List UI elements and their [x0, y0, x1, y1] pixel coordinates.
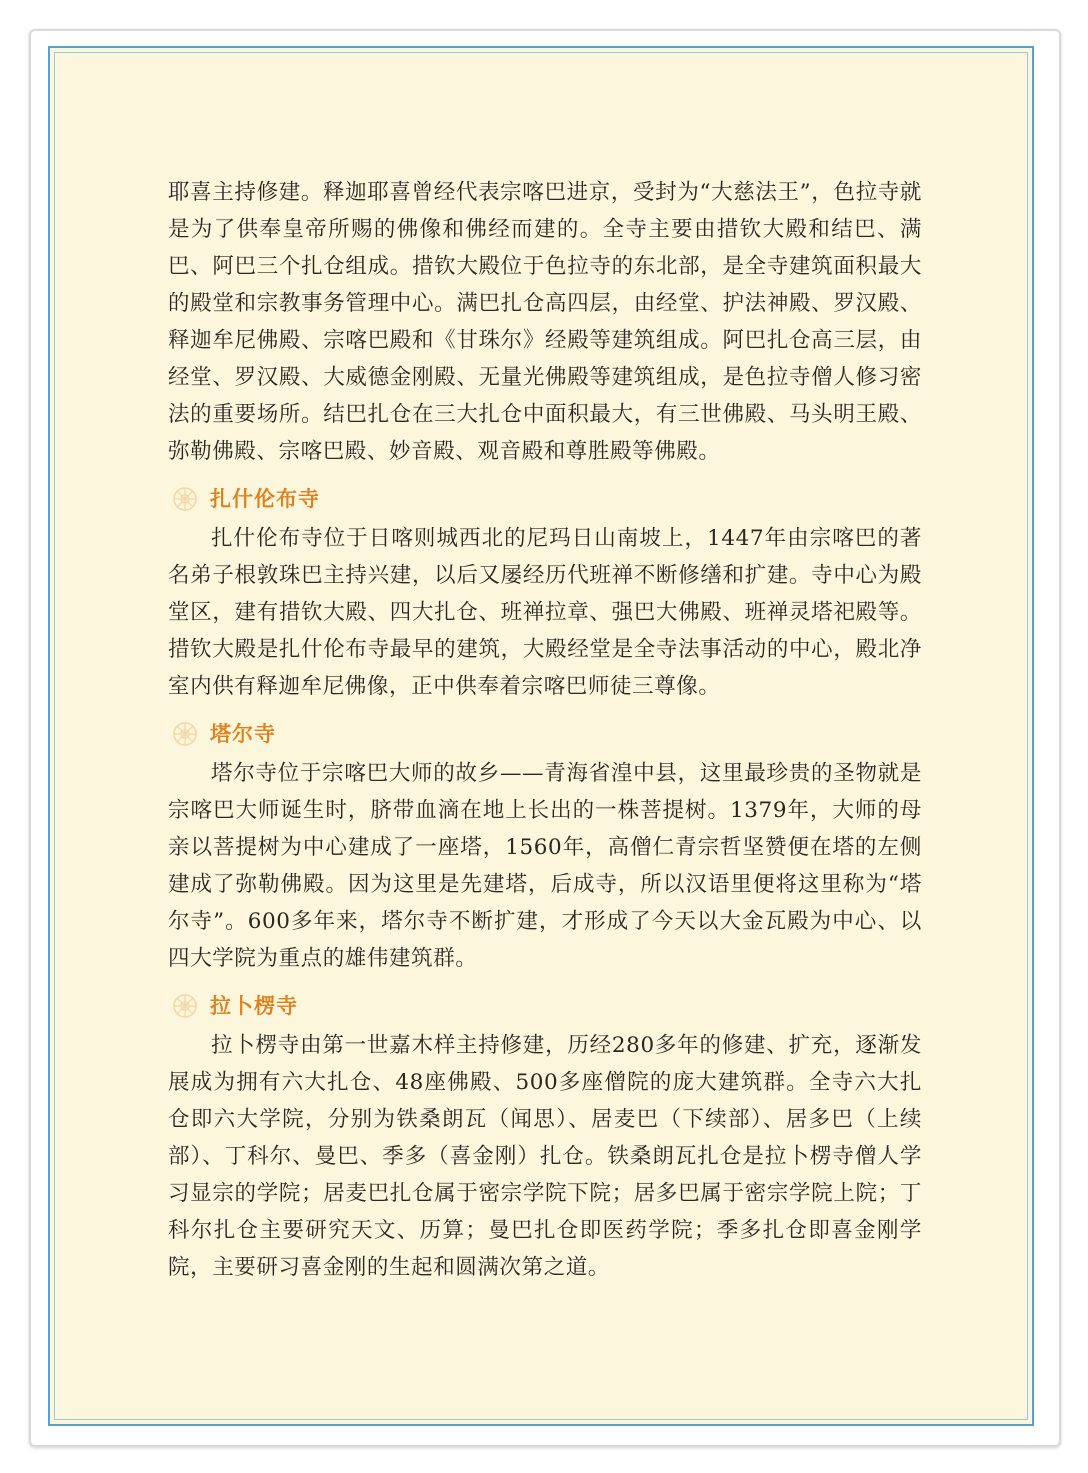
- dharma-wheel-icon: [172, 993, 198, 1019]
- sera-monastery-paragraph: 耶喜主持修建。释迦耶喜曾经代表宗喀巴进京，受封为“大慈法王”，色拉寺就是为了供奉皇帝所赐的佛像和佛经而建的。全寺主要由措钦大殿和结巴、满巴、阿巴三个扎仓组成。措钦大殿位于色拉寺的东北部，是全寺建筑面积最大的殿堂和宗教事务管理中心。满巴扎仓高四层，由经堂、护法神殿、罗汉殿、释迦牟尼佛殿、宗喀巴殿和《甘珠尔》经殿等建筑组成。阿巴扎仓高三层，由经堂、罗汉殿、大威德金刚殿、无量光佛殿等建筑组成，是色拉寺僧人修习密法的重要场所。结巴扎仓在三大扎仓中面积最大，有三世佛殿、马头明王殿、弥勒佛殿、宗喀巴殿、妙音殿、观音殿和尊胜殿等佛殿。: [168, 180, 922, 464]
- section-title: 塔尔寺: [210, 721, 276, 746]
- tashilhunpo-paragraph: 扎什伦布寺位于日喀则城西北的尼玛日山南坡上，1447年由宗喀巴的著名弟子根敦珠巴主持兴建，以后又屡经历代班禅不断修缮和扩建。寺中心为殿堂区，建有措钦大殿、四大扎仓、班禅拉章、强巴大佛殿、班禅灵塔祀殿等。措钦大殿是扎什伦布寺最早的建筑，大殿经堂是全寺法事活动的中心，殿北净室内供有释迦牟尼佛像，正中供奉着宗喀巴师徒三尊像。: [168, 526, 922, 699]
- kumbum-paragraph: 塔尔寺位于宗喀巴大师的故乡——青海省湟中县，这里最珍贵的圣物就是宗喀巴大师诞生时，脐带血滴在地上长出的一株菩提树。1379年，大师的母亲以菩提树为中心建成了一座塔，1560年，高僧仁青宗哲坚赞便在塔的左侧建成了弥勒佛殿。因为这里是先建塔，后成寺，所以汉语里便将这里称为“塔尔寺”。600多年来，塔尔寺不断扩建，才形成了今天以大金瓦殿为中心、以四大学院为重点的雄伟建筑群。: [168, 761, 922, 971]
- tashilhunpo-heading: [168, 484, 922, 514]
- section-title: 扎什伦布寺: [210, 486, 320, 511]
- book-page: [48, 46, 1034, 1426]
- kumbum-heading: [168, 719, 922, 749]
- section-title: 拉卜楞寺: [210, 993, 298, 1018]
- page-content: [168, 174, 922, 1286]
- dharma-wheel-icon: [172, 486, 198, 512]
- labrang-paragraph: 拉卜楞寺由第一世嘉木样主持修建，历经280多年的修建、扩充，逐渐发展成为拥有六大扎仓、48座佛殿、500多座僧院的庞大建筑群。全寺六大扎仓即六大学院，分别为铁桑朗瓦（闻思）、居麦巴（下续部）、居多巴（上续部）、丁科尔、曼巴、季多（喜金刚）扎仓。铁桑朗瓦扎仓是拉卜楞寺僧人学习显宗的学院；居麦巴扎仓属于密宗学院下院；居多巴属于密宗学院上院；丁科尔扎仓主要研究天文、历算；曼巴扎仓即医药学院；季多扎仓即喜金刚学院，主要研习喜金刚的生起和圆满次第之道。: [168, 1033, 922, 1280]
- labrang-heading: [168, 991, 922, 1021]
- dharma-wheel-icon: [172, 721, 198, 747]
